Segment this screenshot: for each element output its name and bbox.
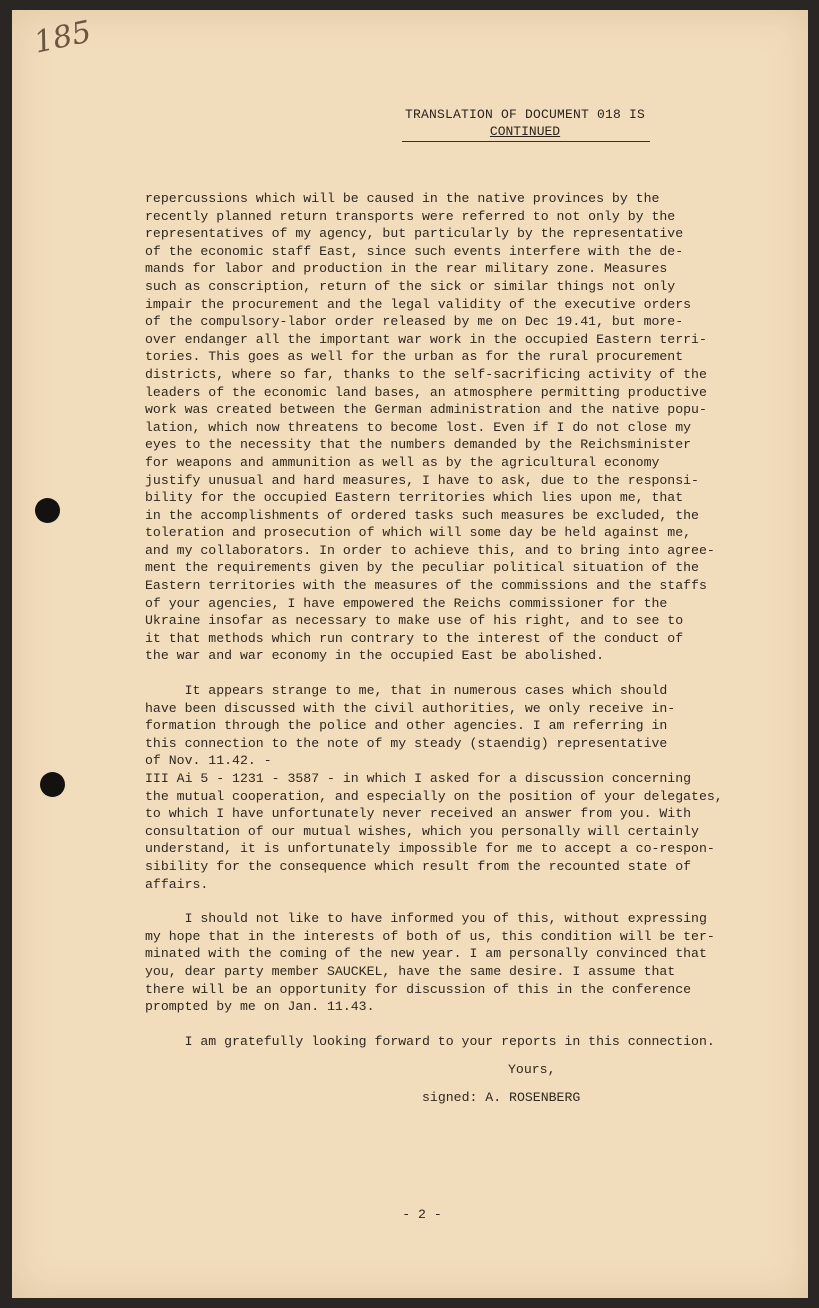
- text-line: ment the requirements given by the peculiar political situation of the: [145, 560, 699, 576]
- paragraph-1: [145, 190, 765, 665]
- text-line: III Ai 5 - 1231 - 3587 - in which I asked for a discussion concerning: [145, 771, 692, 786]
- text-line: this connection to the note of my steady (staendig) representative: [145, 735, 668, 751]
- text-line: for weapons and ammunition as well as by the agricultural economy: [145, 454, 660, 470]
- text-line: toleration and prosecution of which will some day be held against me,: [145, 525, 692, 541]
- closing: Yours,: [508, 1062, 556, 1077]
- text-line: of your agencies, I have empowered the Reichs commissioner for the: [145, 595, 668, 611]
- signature-block: [422, 1056, 580, 1112]
- text-line: the mutual cooperation, and especially on the position of your delegates,: [145, 788, 723, 804]
- paragraph-3: [145, 910, 765, 1016]
- document-body: [145, 190, 765, 1067]
- paragraph-2: [145, 682, 765, 893]
- text-line: sibility for the consequence which result from the recounted state of: [145, 858, 692, 874]
- page-number: - 2 -: [402, 1207, 442, 1222]
- text-line: tories. This goes as well for the urban as for the rural procurement: [145, 349, 684, 365]
- text-line: to which I have unfortunately never received an answer from you. With: [145, 806, 692, 822]
- text-line: of the economic staff East, since such events interfere with the de-: [145, 243, 684, 259]
- text-line: such as conscription, return of the sick or similar things not only: [145, 278, 676, 294]
- title-underline: [402, 141, 650, 142]
- text-line: the war and war economy in the occupied East be abolished.: [145, 648, 604, 664]
- paragraph-4: [145, 1033, 765, 1051]
- text-line: of the compulsory-labor order released by me on Dec 19.41, but more-: [145, 314, 684, 330]
- text-line: impair the procurement and the legal validity of the executive orders: [145, 296, 692, 312]
- text-line: It appears strange to me, that in numerous cases which should: [145, 683, 668, 699]
- text-line: bility for the occupied Eastern territories which lies upon me, that: [145, 490, 684, 506]
- punch-hole: [40, 772, 65, 797]
- text-line: you, dear party member SAUCKEL, have the same desire. I assume that: [145, 963, 676, 979]
- signature: signed: A. ROSENBERG: [422, 1090, 581, 1105]
- text-line: my hope that in the interests of both of us, this condition will be ter-: [145, 928, 715, 944]
- text-line: eyes to the necessity that the numbers demanded by the Reichsminister: [145, 437, 692, 453]
- text-line: lation, which now threatens to become lost. Even if I do not close my: [145, 419, 692, 435]
- text-line: work was created between the German administration and the native popu-: [145, 402, 707, 418]
- text-line: it that methods which run contrary to the interest of the conduct of: [145, 630, 684, 646]
- text-line: in the accomplishments of ordered tasks such measures be excluded, the: [145, 507, 699, 523]
- text-line: leaders of the economic land bases, an atmosphere permitting productive: [145, 384, 707, 400]
- text-line: repercussions which will be caused in the native provinces by the: [145, 191, 660, 206]
- text-line: minated with the coming of the new year. I am personally convinced that: [145, 946, 707, 962]
- title-line-2: CONTINUED: [489, 124, 561, 139]
- document-title: [390, 106, 660, 140]
- text-line: representatives of my agency, but particularly by the representative: [145, 226, 684, 242]
- punch-hole: [35, 498, 60, 523]
- text-line: affairs.: [145, 876, 209, 892]
- title-line-1: TRANSLATION OF DOCUMENT 018 IS: [404, 107, 646, 122]
- text-line: mands for labor and production in the rear military zone. Measures: [145, 261, 668, 277]
- text-line: formation through the police and other agencies. I am referring in: [145, 718, 668, 734]
- text-line: I am gratefully looking forward to your reports in this connection.: [145, 1033, 715, 1049]
- text-line: I should not like to have informed you of this, without expressing: [145, 911, 707, 927]
- text-line: of Nov. 11.42. -: [145, 753, 272, 769]
- text-line: districts, where so far, thanks to the self-sacrificing activity of the: [145, 366, 707, 382]
- text-line: there will be an opportunity for discussion of this in the conference: [145, 981, 692, 997]
- text-line: prompted by me on Jan. 11.43.: [145, 999, 375, 1015]
- text-line: justify unusual and hard measures, I have to ask, due to the responsi-: [145, 472, 699, 488]
- text-line: Eastern territories with the measures of the commissions and the staffs: [145, 578, 707, 594]
- handwritten-page-number: 185: [30, 14, 95, 61]
- text-line: over endanger all the important war work in the occupied Eastern terri-: [145, 331, 707, 347]
- text-line: Ukraine insofar as necessary to make use of his right, and to see to: [145, 613, 684, 629]
- text-line: recently planned return transports were referred to not only by the: [145, 208, 676, 224]
- text-line: and my collaborators. In order to achieve this, and to bring into agree-: [145, 542, 715, 558]
- text-line: consultation of our mutual wishes, which you personally will certainly: [145, 823, 699, 839]
- text-line: understand, it is unfortunately impossible for me to accept a co-respon-: [145, 841, 715, 857]
- document-page: [12, 10, 808, 1298]
- text-line: have been discussed with the civil authorities, we only receive in-: [145, 700, 676, 716]
